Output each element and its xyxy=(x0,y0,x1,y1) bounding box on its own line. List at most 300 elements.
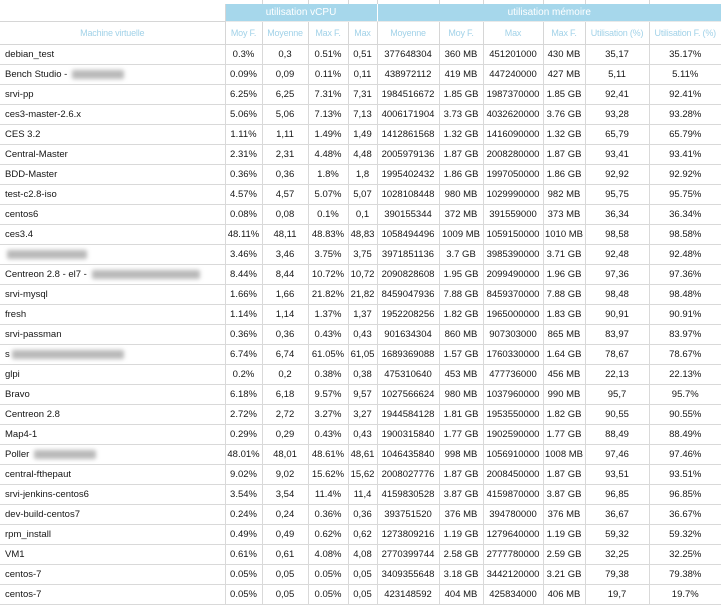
value-cell: 0.08% xyxy=(225,205,262,225)
table-row xyxy=(0,445,721,465)
value-cell: 3.76 GB xyxy=(543,105,585,125)
vm-name-cell: ces3.4 xyxy=(0,225,225,245)
value-cell: 1056910000 xyxy=(483,445,543,465)
table-row xyxy=(0,365,721,385)
value-cell: 7.31% xyxy=(308,85,348,105)
value-cell: 1.87 GB xyxy=(543,465,585,485)
value-cell: 0,43 xyxy=(348,325,377,345)
value-cell: 1.49% xyxy=(308,125,348,145)
value-cell: 980 MB xyxy=(439,185,483,205)
value-cell: 6,25 xyxy=(262,85,308,105)
value-cell: 0.1% xyxy=(308,205,348,225)
value-cell: 0,62 xyxy=(348,525,377,545)
value-cell: 7.13% xyxy=(308,105,348,125)
value-cell: 4006171904 xyxy=(377,105,439,125)
value-cell: 7,31 xyxy=(348,85,377,105)
value-cell: 5.06% xyxy=(225,105,262,125)
value-cell: 78,67 xyxy=(585,345,649,365)
value-cell: 1.37% xyxy=(308,305,348,325)
value-cell: 97.36% xyxy=(649,265,721,285)
vm-name-cell: rpm_install xyxy=(0,525,225,545)
value-cell: 1.86 GB xyxy=(439,165,483,185)
value-cell: 1.83 GB xyxy=(543,305,585,325)
value-cell: 1952208256 xyxy=(377,305,439,325)
value-cell: 404 MB xyxy=(439,585,483,605)
value-cell: 32.25% xyxy=(649,545,721,565)
value-cell: 3.54% xyxy=(225,485,262,505)
value-cell: 0,49 xyxy=(262,525,308,545)
value-cell: 6.18% xyxy=(225,385,262,405)
value-cell: 5.11% xyxy=(649,65,721,85)
value-cell: 2.72% xyxy=(225,405,262,425)
value-cell: 393751520 xyxy=(377,505,439,525)
value-cell: 32,25 xyxy=(585,545,649,565)
value-cell: 4.08% xyxy=(308,545,348,565)
value-cell: 1.14% xyxy=(225,305,262,325)
vm-name-cell: Centreon 2.8 xyxy=(0,405,225,425)
value-cell: 425834000 xyxy=(483,585,543,605)
value-cell: 36,34 xyxy=(585,205,649,225)
value-cell: 438972112 xyxy=(377,65,439,85)
column-header: Moyenne xyxy=(377,22,439,45)
value-cell: 48.11% xyxy=(225,225,262,245)
value-cell: 19,7 xyxy=(585,585,649,605)
value-cell: 9.57% xyxy=(308,385,348,405)
value-cell: 394780000 xyxy=(483,505,543,525)
value-cell: 1008 MB xyxy=(543,445,585,465)
value-cell: 6.25% xyxy=(225,85,262,105)
value-cell: 1995402432 xyxy=(377,165,439,185)
value-cell: 3.87 GB xyxy=(439,485,483,505)
value-cell: 0,1 xyxy=(348,205,377,225)
value-cell: 22,13 xyxy=(585,365,649,385)
value-cell: 93.28% xyxy=(649,105,721,125)
vm-name-cell: srvi-mysql xyxy=(0,285,225,305)
table-body xyxy=(0,45,721,605)
value-cell: 98,58 xyxy=(585,225,649,245)
value-cell: 1.85 GB xyxy=(543,85,585,105)
table-row xyxy=(0,325,721,345)
table-row xyxy=(0,485,721,505)
value-cell: 2.59 GB xyxy=(543,545,585,565)
value-cell: 79.38% xyxy=(649,565,721,585)
value-cell: 92.41% xyxy=(649,85,721,105)
value-cell: 2.58 GB xyxy=(439,545,483,565)
value-cell: 1987370000 xyxy=(483,85,543,105)
value-cell: 11.4% xyxy=(308,485,348,505)
value-cell: 95.7% xyxy=(649,385,721,405)
value-cell: 93,51 xyxy=(585,465,649,485)
value-cell: 1.77 GB xyxy=(439,425,483,445)
value-cell: 3.75% xyxy=(308,245,348,265)
value-cell: 3442120000 xyxy=(483,565,543,585)
vm-name-cell: srvi-jenkins-centos6 xyxy=(0,485,225,505)
table-row xyxy=(0,305,721,325)
vm-name-cell: Map4-1 xyxy=(0,425,225,445)
vm-name-cell: BDD-Master xyxy=(0,165,225,185)
value-cell: 7.88 GB xyxy=(543,285,585,305)
value-cell: 475310640 xyxy=(377,365,439,385)
value-cell: 48.61% xyxy=(308,445,348,465)
value-cell: 3,27 xyxy=(348,405,377,425)
value-cell: 0.43% xyxy=(308,425,348,445)
value-cell: 451201000 xyxy=(483,45,543,65)
value-cell: 1046435840 xyxy=(377,445,439,465)
value-cell: 1.85 GB xyxy=(439,85,483,105)
value-cell: 3971851136 xyxy=(377,245,439,265)
value-cell: 0.62% xyxy=(308,525,348,545)
value-cell: 0,11 xyxy=(348,65,377,85)
value-cell: 1.87 GB xyxy=(439,465,483,485)
vm-name-cell: Bravo xyxy=(0,385,225,405)
value-cell: 419 MB xyxy=(439,65,483,85)
value-cell: 8.44% xyxy=(225,265,262,285)
value-cell: 998 MB xyxy=(439,445,483,465)
value-cell: 1273809216 xyxy=(377,525,439,545)
value-cell: 1.19 GB xyxy=(439,525,483,545)
value-cell: 92.92% xyxy=(649,165,721,185)
value-cell: 0,05 xyxy=(348,565,377,585)
value-cell: 1900315840 xyxy=(377,425,439,445)
value-cell: 3985390000 xyxy=(483,245,543,265)
value-cell: 83,97 xyxy=(585,325,649,345)
value-cell: 3.18 GB xyxy=(439,565,483,585)
table-row xyxy=(0,425,721,445)
value-cell: 61,05 xyxy=(348,345,377,365)
vm-name-cell: debian_test xyxy=(0,45,225,65)
value-cell: 0.61% xyxy=(225,545,262,565)
value-cell: 2.31% xyxy=(225,145,262,165)
value-cell: 0.05% xyxy=(225,565,262,585)
group-header-empty xyxy=(0,4,225,22)
table-row xyxy=(0,225,721,245)
value-cell: 2777780000 xyxy=(483,545,543,565)
value-cell: 6,18 xyxy=(262,385,308,405)
vm-name-cell: central-fthepaut xyxy=(0,465,225,485)
value-cell: 93.51% xyxy=(649,465,721,485)
value-cell: 1997050000 xyxy=(483,165,543,185)
value-cell: 19.7% xyxy=(649,585,721,605)
value-cell: 377648304 xyxy=(377,45,439,65)
value-cell: 3.87 GB xyxy=(543,485,585,505)
value-cell: 1028108448 xyxy=(377,185,439,205)
vm-name-cell: Bench Studio - xyxy=(0,65,225,85)
value-cell: 430 MB xyxy=(543,45,585,65)
value-cell: 982 MB xyxy=(543,185,585,205)
value-cell: 0,05 xyxy=(262,565,308,585)
value-cell: 1412861568 xyxy=(377,125,439,145)
value-cell: 98.48% xyxy=(649,285,721,305)
table-row xyxy=(0,205,721,225)
table-row xyxy=(0,585,721,605)
value-cell: 980 MB xyxy=(439,385,483,405)
value-cell: 0,08 xyxy=(262,205,308,225)
value-cell: 0,24 xyxy=(262,505,308,525)
value-cell: 865 MB xyxy=(543,325,585,345)
value-cell: 5,06 xyxy=(262,105,308,125)
vm-name-cell: VM1 xyxy=(0,545,225,565)
value-cell: 1.86 GB xyxy=(543,165,585,185)
redacted-text xyxy=(92,270,200,279)
value-cell: 4032620000 xyxy=(483,105,543,125)
value-cell: 1.82 GB xyxy=(439,305,483,325)
value-cell: 1058494496 xyxy=(377,225,439,245)
value-cell: 6,74 xyxy=(262,345,308,365)
vm-name-cell: ces3-master-2.6.x xyxy=(0,105,225,125)
value-cell: 1,14 xyxy=(262,305,308,325)
value-cell: 1.96 GB xyxy=(543,265,585,285)
value-cell: 0.3% xyxy=(225,45,262,65)
value-cell: 2008027776 xyxy=(377,465,439,485)
value-cell: 3,46 xyxy=(262,245,308,265)
group-header: utilisation mémoire xyxy=(377,4,721,22)
value-cell: 4.48% xyxy=(308,145,348,165)
value-cell: 92,41 xyxy=(585,85,649,105)
value-cell: 10,72 xyxy=(348,265,377,285)
group-header: utilisation vCPU xyxy=(225,4,377,22)
value-cell: 0,09 xyxy=(262,65,308,85)
value-cell: 3409355648 xyxy=(377,565,439,585)
value-cell: 1944584128 xyxy=(377,405,439,425)
value-cell: 1,66 xyxy=(262,285,308,305)
value-cell: 3.27% xyxy=(308,405,348,425)
value-cell: 1.32 GB xyxy=(543,125,585,145)
value-cell: 22.13% xyxy=(649,365,721,385)
value-cell: 4.57% xyxy=(225,185,262,205)
value-cell: 0,51 xyxy=(348,45,377,65)
column-header: Max xyxy=(483,22,543,45)
value-cell: 59.32% xyxy=(649,525,721,545)
table-row xyxy=(0,125,721,145)
value-cell: 2008450000 xyxy=(483,465,543,485)
table-row xyxy=(0,285,721,305)
value-cell: 2008280000 xyxy=(483,145,543,165)
value-cell: 93,41 xyxy=(585,145,649,165)
value-cell: 7,13 xyxy=(348,105,377,125)
value-cell: 98,48 xyxy=(585,285,649,305)
value-cell: 93,28 xyxy=(585,105,649,125)
value-cell: 391559000 xyxy=(483,205,543,225)
value-cell: 0,2 xyxy=(262,365,308,385)
value-cell: 0.36% xyxy=(225,325,262,345)
value-cell: 0.05% xyxy=(225,585,262,605)
value-cell: 4159870000 xyxy=(483,485,543,505)
vm-name-cell: fresh xyxy=(0,305,225,325)
value-cell: 0.05% xyxy=(308,585,348,605)
value-cell: 6.74% xyxy=(225,345,262,365)
value-cell: 1.82 GB xyxy=(543,405,585,425)
table-row xyxy=(0,245,721,265)
column-header: Max xyxy=(348,22,377,45)
vm-name-cell: Central-Master xyxy=(0,145,225,165)
value-cell: 7.88 GB xyxy=(439,285,483,305)
value-cell: 3,54 xyxy=(262,485,308,505)
value-cell: 390155344 xyxy=(377,205,439,225)
value-cell: 1689369088 xyxy=(377,345,439,365)
value-cell: 4,57 xyxy=(262,185,308,205)
value-cell: 35.17% xyxy=(649,45,721,65)
table-row xyxy=(0,385,721,405)
value-cell: 453 MB xyxy=(439,365,483,385)
value-cell: 11,4 xyxy=(348,485,377,505)
table-row xyxy=(0,185,721,205)
value-cell: 3.21 GB xyxy=(543,565,585,585)
table-row xyxy=(0,345,721,365)
table-row xyxy=(0,545,721,565)
vm-name-cell: dev-build-centos7 xyxy=(0,505,225,525)
value-cell: 1.81 GB xyxy=(439,405,483,425)
vm-name-cell: CES 3.2 xyxy=(0,125,225,145)
value-cell: 15.62% xyxy=(308,465,348,485)
value-cell: 8,44 xyxy=(262,265,308,285)
table-row xyxy=(0,145,721,165)
value-cell: 96.85% xyxy=(649,485,721,505)
value-cell: 0,36 xyxy=(348,505,377,525)
value-cell: 2,72 xyxy=(262,405,308,425)
value-cell: 88,49 xyxy=(585,425,649,445)
value-cell: 3.73 GB xyxy=(439,105,483,125)
value-cell: 1.57 GB xyxy=(439,345,483,365)
value-cell: 0,36 xyxy=(262,165,308,185)
table-row xyxy=(0,105,721,125)
value-cell: 0,05 xyxy=(262,585,308,605)
value-cell: 88.49% xyxy=(649,425,721,445)
value-cell: 95,75 xyxy=(585,185,649,205)
value-cell: 3,75 xyxy=(348,245,377,265)
vm-name-cell: centos-7 xyxy=(0,565,225,585)
vm-name-cell: centos-7 xyxy=(0,585,225,605)
value-cell: 1.19 GB xyxy=(543,525,585,545)
value-cell: 376 MB xyxy=(439,505,483,525)
value-cell: 0.38% xyxy=(308,365,348,385)
value-cell: 48,11 xyxy=(262,225,308,245)
value-cell: 1953550000 xyxy=(483,405,543,425)
value-cell: 1416090000 xyxy=(483,125,543,145)
column-header: Max F. xyxy=(308,22,348,45)
table-row xyxy=(0,465,721,485)
value-cell: 1010 MB xyxy=(543,225,585,245)
value-cell: 93.41% xyxy=(649,145,721,165)
redacted-text xyxy=(72,70,124,79)
value-cell: 0,43 xyxy=(348,425,377,445)
table-row xyxy=(0,525,721,545)
value-cell: 36.34% xyxy=(649,205,721,225)
value-cell: 1,11 xyxy=(262,125,308,145)
value-cell: 0,05 xyxy=(348,585,377,605)
value-cell: 90,91 xyxy=(585,305,649,325)
value-cell: 1279640000 xyxy=(483,525,543,545)
value-cell: 48.83% xyxy=(308,225,348,245)
redacted-text xyxy=(7,250,87,259)
value-cell: 423148592 xyxy=(377,585,439,605)
value-cell: 0.05% xyxy=(308,565,348,585)
value-cell: 406 MB xyxy=(543,585,585,605)
value-cell: 35,17 xyxy=(585,45,649,65)
vm-name-cell: srvi-pp xyxy=(0,85,225,105)
value-cell: 2,31 xyxy=(262,145,308,165)
value-cell: 90.55% xyxy=(649,405,721,425)
value-cell: 427 MB xyxy=(543,65,585,85)
value-cell: 360 MB xyxy=(439,45,483,65)
vm-name-cell: test-c2.8-iso xyxy=(0,185,225,205)
table-row xyxy=(0,85,721,105)
value-cell: 907303000 xyxy=(483,325,543,345)
value-cell: 10.72% xyxy=(308,265,348,285)
value-cell: 5,11 xyxy=(585,65,649,85)
value-cell: 376 MB xyxy=(543,505,585,525)
value-cell: 0,61 xyxy=(262,545,308,565)
vm-name-cell: srvi-passman xyxy=(0,325,225,345)
value-cell: 477736000 xyxy=(483,365,543,385)
value-cell: 0.2% xyxy=(225,365,262,385)
value-cell: 97,46 xyxy=(585,445,649,465)
value-cell: 1,49 xyxy=(348,125,377,145)
table-row xyxy=(0,65,721,85)
value-cell: 1009 MB xyxy=(439,225,483,245)
value-cell: 95,7 xyxy=(585,385,649,405)
value-cell: 4159830528 xyxy=(377,485,439,505)
value-cell: 48,01 xyxy=(262,445,308,465)
value-cell: 90.91% xyxy=(649,305,721,325)
value-cell: 65,79 xyxy=(585,125,649,145)
value-cell: 0,36 xyxy=(262,325,308,345)
vm-name-cell: s xyxy=(0,345,225,365)
value-cell: 1902590000 xyxy=(483,425,543,445)
value-cell: 78.67% xyxy=(649,345,721,365)
value-cell: 36.67% xyxy=(649,505,721,525)
value-cell: 1.11% xyxy=(225,125,262,145)
vm-name-cell: Poller xyxy=(0,445,225,465)
value-cell: 1.32 GB xyxy=(439,125,483,145)
table-row xyxy=(0,265,721,285)
column-header: Machine virtuelle xyxy=(0,22,225,45)
value-cell: 1.95 GB xyxy=(439,265,483,285)
value-cell: 48.01% xyxy=(225,445,262,465)
value-cell: 92,48 xyxy=(585,245,649,265)
value-cell: 0.43% xyxy=(308,325,348,345)
value-cell: 65.79% xyxy=(649,125,721,145)
vm-name-cell: glpi xyxy=(0,365,225,385)
value-cell: 0.11% xyxy=(308,65,348,85)
value-cell: 1037960000 xyxy=(483,385,543,405)
value-cell: 1.87 GB xyxy=(439,145,483,165)
value-cell: 61.05% xyxy=(308,345,348,365)
value-cell: 3.7 GB xyxy=(439,245,483,265)
value-cell: 4,08 xyxy=(348,545,377,565)
redacted-text xyxy=(12,350,124,359)
value-cell: 0.29% xyxy=(225,425,262,445)
value-cell: 0.24% xyxy=(225,505,262,525)
vm-name-cell: centos6 xyxy=(0,205,225,225)
value-cell: 0.09% xyxy=(225,65,262,85)
value-cell: 2770399744 xyxy=(377,545,439,565)
vm-name-cell xyxy=(0,245,225,265)
value-cell: 48,61 xyxy=(348,445,377,465)
value-cell: 96,85 xyxy=(585,485,649,505)
value-cell: 1.77 GB xyxy=(543,425,585,445)
table-row xyxy=(0,565,721,585)
value-cell: 4,48 xyxy=(348,145,377,165)
value-cell: 1059150000 xyxy=(483,225,543,245)
column-header: Utilisation F. (%) xyxy=(649,22,721,45)
value-cell: 2005979136 xyxy=(377,145,439,165)
value-cell: 15,62 xyxy=(348,465,377,485)
value-cell: 1.87 GB xyxy=(543,145,585,165)
value-cell: 97.46% xyxy=(649,445,721,465)
value-cell: 5,07 xyxy=(348,185,377,205)
column-header: Max F. xyxy=(543,22,585,45)
value-cell: 1,8 xyxy=(348,165,377,185)
